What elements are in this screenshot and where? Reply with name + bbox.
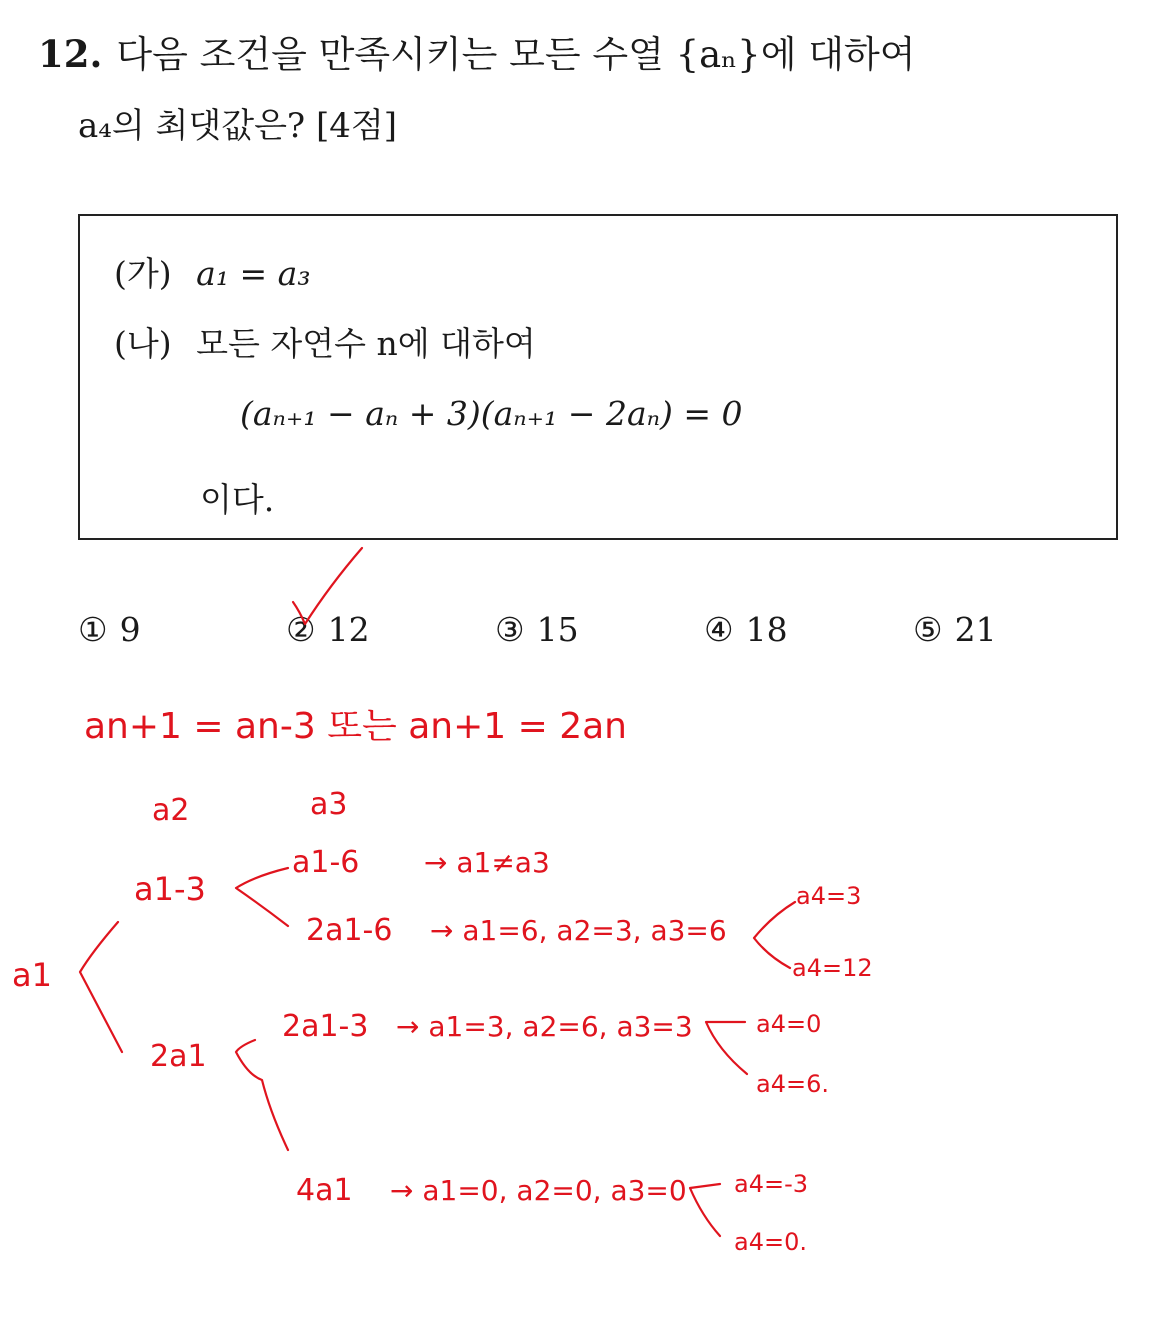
hw-b1-2-a4-1: a4=3 — [796, 882, 862, 910]
hw-b1-2: 2a1-6 — [306, 913, 393, 948]
choice-1-mark: ① — [78, 610, 108, 649]
question-line-2: a₄의 최댓값은? [4점] — [78, 106, 397, 146]
condition-ga-label: (가) — [114, 254, 172, 293]
question-number: 12. — [38, 32, 103, 76]
bracket-b2-1 — [706, 1022, 747, 1074]
hw-b2-1-a4-1: a4=0 — [756, 1010, 822, 1038]
choice-3-value: 15 — [536, 610, 579, 649]
condition-na-label: (나) — [114, 324, 172, 363]
hw-b2-2: 4a1 — [296, 1173, 353, 1208]
hw-b2-2-a4-1: a4=-3 — [734, 1170, 809, 1198]
hw-b1-1: a1-6 — [292, 845, 360, 880]
hw-head-a3: a3 — [310, 787, 348, 822]
choice-4-mark: ④ — [704, 610, 734, 649]
choice-2-mark: ② — [286, 610, 316, 649]
hw-b1-2-result: → a1=6, a2=3, a3=6 — [430, 914, 727, 947]
condition-na-end: 이다. — [200, 480, 275, 519]
hw-b2-1-result: → a1=3, a2=6, a3=3 — [396, 1010, 693, 1043]
choice-1-value: 9 — [119, 610, 141, 649]
hw-b2-2-a4-2: a4=0. — [734, 1228, 807, 1256]
condition-ga-expr: a₁ = a₃ — [196, 254, 311, 293]
question-text-1: 다음 조건을 만족시키는 모든 수열 {aₙ}에 대하여 — [116, 33, 916, 76]
choice-5-mark: ⑤ — [913, 610, 943, 649]
hw-b2-1: 2a1-3 — [282, 1009, 369, 1044]
bracket-b1 — [236, 868, 288, 926]
hw-b2-2-result: → a1=0, a2=0, a3=0 — [390, 1174, 687, 1207]
choice-5-value: 21 — [954, 610, 997, 649]
hw-b2-1-a4-2: a4=6. — [756, 1070, 829, 1098]
hw-b2: 2a1 — [150, 1039, 207, 1074]
hw-rule: an+1 = an-3 또는 an+1 = 2an — [84, 706, 627, 747]
hw-head-a2: a2 — [152, 793, 190, 828]
condition-na-text: 모든 자연수 n에 대하여 — [196, 324, 536, 363]
choice-3-mark: ③ — [495, 610, 525, 649]
answer-check-mark — [293, 548, 362, 624]
condition-na-expr: (aₙ₊₁ − aₙ + 3)(aₙ₊₁ − 2aₙ) = 0 — [240, 394, 743, 433]
hw-b1-1-result: → a1≠a3 — [424, 846, 550, 879]
hw-b1: a1-3 — [134, 870, 206, 908]
bracket-b2-2 — [690, 1184, 720, 1236]
hw-root: a1 — [12, 956, 52, 994]
bracket-root — [80, 922, 122, 1052]
hw-b1-2-a4-2: a4=12 — [792, 954, 873, 982]
choice-4-value: 18 — [745, 610, 788, 649]
bracket-b2 — [236, 1040, 288, 1150]
bracket-b1-2 — [754, 902, 795, 968]
choice-2-value: 12 — [327, 610, 370, 649]
